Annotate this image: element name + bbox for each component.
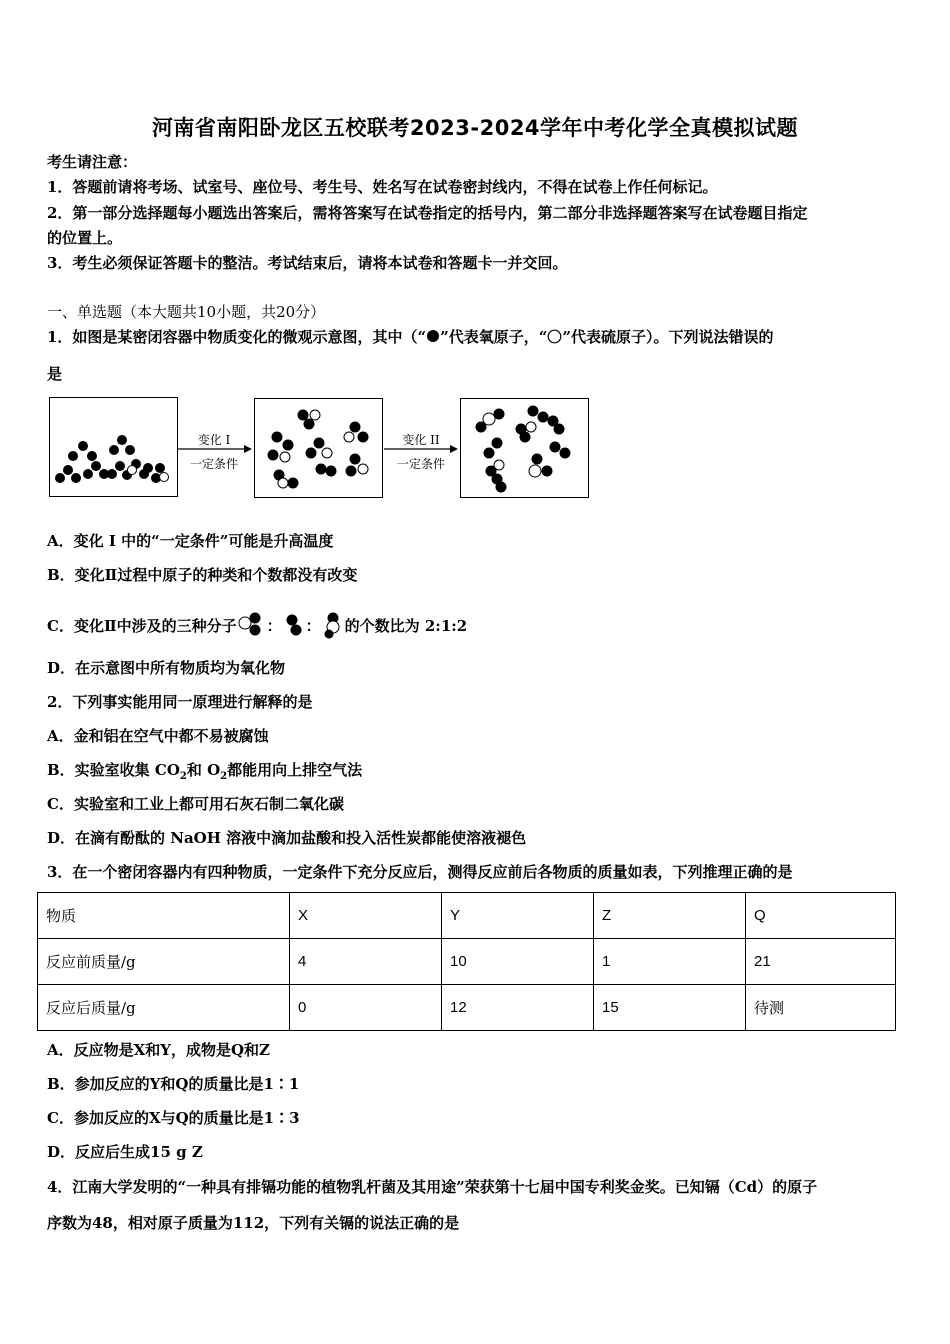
table-cell: 0 <box>290 985 442 1031</box>
table-cell: X <box>290 893 442 939</box>
table-cell: 15 <box>594 985 746 1031</box>
table-cell: 待测 <box>746 985 896 1031</box>
table-cell: 反应后质量/g <box>38 985 290 1031</box>
q1-stem-cont: 是 <box>47 365 63 383</box>
figure-box-after <box>460 398 589 498</box>
table-row <box>38 893 896 939</box>
sulfur-atom-icon <box>547 329 562 344</box>
arrow1-icon <box>178 444 252 454</box>
q1-stem: 1．如图是某密闭容器中物质变化的微观示意图，其中（“ ”代表氧原子，“ ”代表硫原子）。下列说法错误的 <box>47 328 774 346</box>
molecule-so3-icon <box>321 611 345 639</box>
arrow2-bottom-label: 一定条件 <box>396 457 445 471</box>
q3-option-c: C．参加反应的X与Q的质量比是1∶3 <box>47 1109 300 1127</box>
notice-item-3: 3．考生必须保证答题卡的整洁。考试结束后，请将本试卷和答题卡一并交回。 <box>47 254 568 272</box>
q2-option-d: D．在滴有酚酞的 NaOH 溶液中滴加盐酸和投入活性炭都能使溶液褪色 <box>47 829 527 847</box>
arrow2-top-label: 变化 II <box>402 433 440 447</box>
page-title: 河南省南阳卧龙区五校联考2023-2024学年中考化学全真模拟试题 <box>151 116 799 140</box>
notice-item-2: 2．第一部分选择题每小题选出答案后，需将答案写在试卷指定的括号内，第二部分非选择题答案写在试卷题目指定 <box>47 204 808 222</box>
table-cell: Y <box>442 893 594 939</box>
table-row <box>38 939 896 985</box>
table-row <box>38 985 896 1031</box>
notice-item-2-cont: 的位置上。 <box>47 229 123 247</box>
molecule-diagram-middle <box>255 399 382 497</box>
q1-option-a: A．变化 I 中的“一定条件”可能是升高温度 <box>47 532 334 550</box>
molecule-diagram-before <box>50 398 177 496</box>
q3-option-a: A．反应物是X和Y，成物是Q和Z <box>47 1041 271 1059</box>
table-cell: 21 <box>746 939 896 985</box>
oxygen-atom-icon <box>426 329 440 343</box>
notice-heading: 考生请注意： <box>47 153 138 171</box>
table-cell: 物质 <box>38 893 290 939</box>
table-cell: 反应前质量/g <box>38 939 290 985</box>
q1-option-c: C．变化Ⅱ中涉及的三种分子 ： ： 的个数比为 2:1:2 <box>47 611 467 639</box>
q4-stem-line2: 序数为48，相对原子质量为112，下列有关镉的说法正确的是 <box>47 1214 460 1232</box>
q3-option-d: D．反应后生成15 g Z <box>47 1143 203 1161</box>
section-heading: 一、单选题（本大题共10小题，共20分） <box>47 303 326 321</box>
table-cell: 4 <box>290 939 442 985</box>
q3-stem: 3．在一个密闭容器内有四种物质，一定条件下充分反应后，测得反应前后各物质的质量如表，下列推理正确的是 <box>47 863 793 881</box>
molecule-diagram-after <box>461 399 588 497</box>
table-cell: 12 <box>442 985 594 1031</box>
notice-item-1: 1．答题前请将考场、试室号、座位号、考生号、姓名写在试卷密封线内，不得在试卷上作任何标记。 <box>47 178 718 196</box>
figure-box-before <box>49 397 178 497</box>
arrow2-icon <box>384 444 458 454</box>
q3-option-b: B．参加反应的Y和Q的质量比是1∶1 <box>47 1075 300 1093</box>
q2-option-c: C．实验室和工业上都可用石灰石制二氧化碳 <box>47 795 344 813</box>
table-cell: Z <box>594 893 746 939</box>
q2-stem: 2．下列事实能用同一原理进行解释的是 <box>47 693 313 711</box>
arrow1-bottom-label: 一定条件 <box>189 457 238 471</box>
q4-stem-line1: 4．江南大学发明的“一种具有排镉功能的植物乳杆菌及其用途”荣获第十七届中国专利奖金奖。已知镉（Cd）的原子 <box>47 1178 818 1196</box>
molecule-o2-icon <box>282 612 306 638</box>
q2-option-b: B．实验室收集 $CO_2$和 $O_2$都能用向上排空气法 <box>47 761 363 782</box>
table-cell: Q <box>746 893 896 939</box>
table-cell: 1 <box>594 939 746 985</box>
q2-option-a: A．金和铝在空气中都不易被腐蚀 <box>47 727 269 745</box>
q1-option-b: B．变化Ⅱ过程中原子的种类和个数都没有改变 <box>47 566 358 584</box>
table-cell: 10 <box>442 939 594 985</box>
arrow1-top-label: 变化 I <box>197 433 231 447</box>
molecule-so2-icon <box>237 612 267 638</box>
figure-box-middle <box>254 398 383 498</box>
q1-option-d: D．在示意图中所有物质均为氧化物 <box>47 659 286 677</box>
mass-table <box>37 892 896 1031</box>
